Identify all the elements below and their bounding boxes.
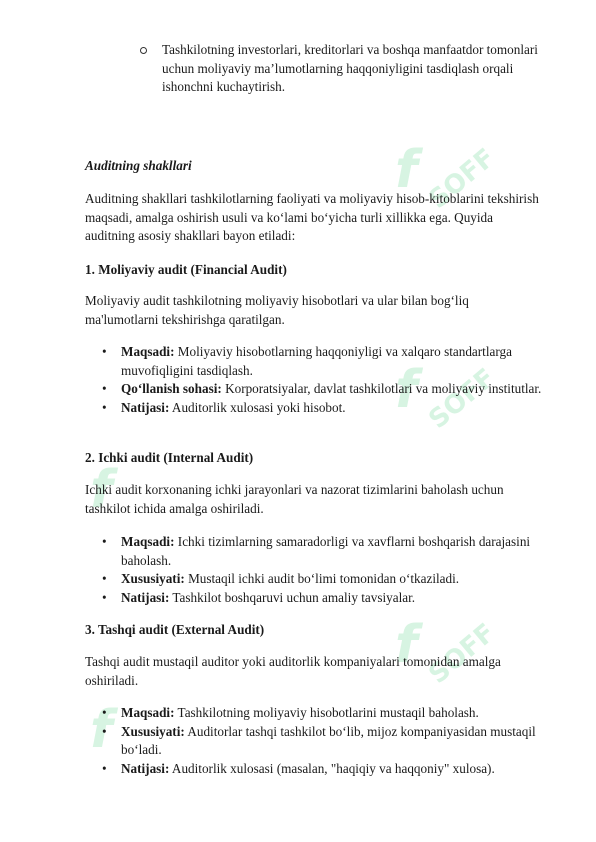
bullet-label: Natijasi: (121, 760, 170, 776)
bullet-label: Xususiyati: (121, 571, 185, 586)
list-item (85, 570, 545, 589)
type-heading: 1. Moliyaviy audit (Financial Audit) (85, 262, 287, 277)
bullet-label: Maqsadi: (121, 705, 175, 720)
bullet-text: Auditorlar tashqi tashkilot bo‘lib, mijoz kompaniyasidan mustaqil bo‘ladi. (121, 723, 536, 757)
circle-bullet-icon (140, 47, 147, 54)
bullet-label: Maqsadi: (121, 534, 175, 549)
watermark-logo: f (90, 700, 113, 760)
list-item (85, 380, 545, 399)
watermark-logo: f SOFF (395, 615, 501, 691)
bullet-label: Natijasi: (121, 589, 170, 605)
watermark-logo: f SOFF (395, 360, 501, 436)
bullet-label: Maqsadi: (121, 344, 175, 359)
list-item (85, 589, 545, 608)
list-item (85, 343, 545, 380)
list-item (85, 704, 545, 723)
bullet-text: Auditorlik xulosasi yoki hisobot. (169, 399, 346, 415)
list-item (85, 760, 545, 779)
bullet-text: Tashkilotning moliyaviy hisobotlarini mustaqil baholash. (174, 705, 479, 720)
bullet-text: Auditorlik xulosasi (masalan, "haqiqiy va haqqoniy" xulosa). (169, 760, 495, 776)
type-description: Ichki audit korxonaning ichki jarayonlari va nazorat tizimlarini baholash uchun tashkilot ichida amalga oshiriladi. (85, 482, 504, 516)
intro-list-item (140, 41, 560, 97)
bullet-text: Mustaqil ichki audit bo‘limi tomonidan o‘tkaziladi. (184, 571, 460, 586)
type-description: Moliyaviy audit tashkilotning moliyaviy hisobotlari va ular bilan bog‘liq ma'lumotlarni tekshirishga qaratilgan. (85, 293, 469, 327)
type-heading: 2. Ichki audit (Internal Audit) (85, 450, 254, 465)
intro-item-text: Tashkilotning investorlari, kreditorlari va boshqa manfaatdor tomonlari uchun moliyaviy ma’lumotlarning haqqoniyligini tasdiqlash orqali ishonchni kuchaytirish. (162, 42, 538, 94)
bullet-label: Xususiyati: (121, 723, 185, 739)
bullet-label: Natijasi: (121, 399, 170, 415)
bullet-list (85, 704, 545, 778)
list-item (85, 399, 545, 418)
bullet-text: Moliyaviy hisobotlarning haqqoniyligi va xalqaro standartlarga muvofiqligini tasdiqlash. (121, 344, 512, 378)
bullet-label: Qo‘llanish sohasi: (121, 381, 222, 396)
bullet-list (85, 343, 545, 417)
type-heading: 3. Tashqi audit (External Audit) (85, 622, 265, 637)
section-title: Auditning shakllari (85, 158, 192, 173)
bullet-text: Tashkilot boshqaruvi uchun amaliy tavsiyalar. (169, 589, 416, 605)
list-item (85, 533, 545, 570)
section-intro: Auditning shakllari tashkilotlarning faoliyati va moliyaviy hisob-kitoblarini tekshirish maqsadi, amalga oshirish usuli va ko‘lami bo‘yicha turli xillikka ega. Quyida auditning asosiy shakllari bayon etiladi: (85, 191, 539, 243)
bullet-text: Ichki tizimlarning samaradorligi va xavflarni boshqarish darajasini baholash. (121, 534, 531, 568)
list-item (85, 723, 545, 760)
bullet-list (85, 533, 545, 607)
watermark-logo: f SOFF (395, 140, 501, 216)
watermark-logo: f (90, 460, 113, 520)
type-description: Tashqi audit mustaqil auditor yoki auditorlik kompaniyalari tomonidan amalga oshiriladi. (85, 654, 501, 688)
bullet-text: Korporatsiyalar, davlat tashkilotlari va moliyaviy institutlar. (221, 381, 542, 396)
